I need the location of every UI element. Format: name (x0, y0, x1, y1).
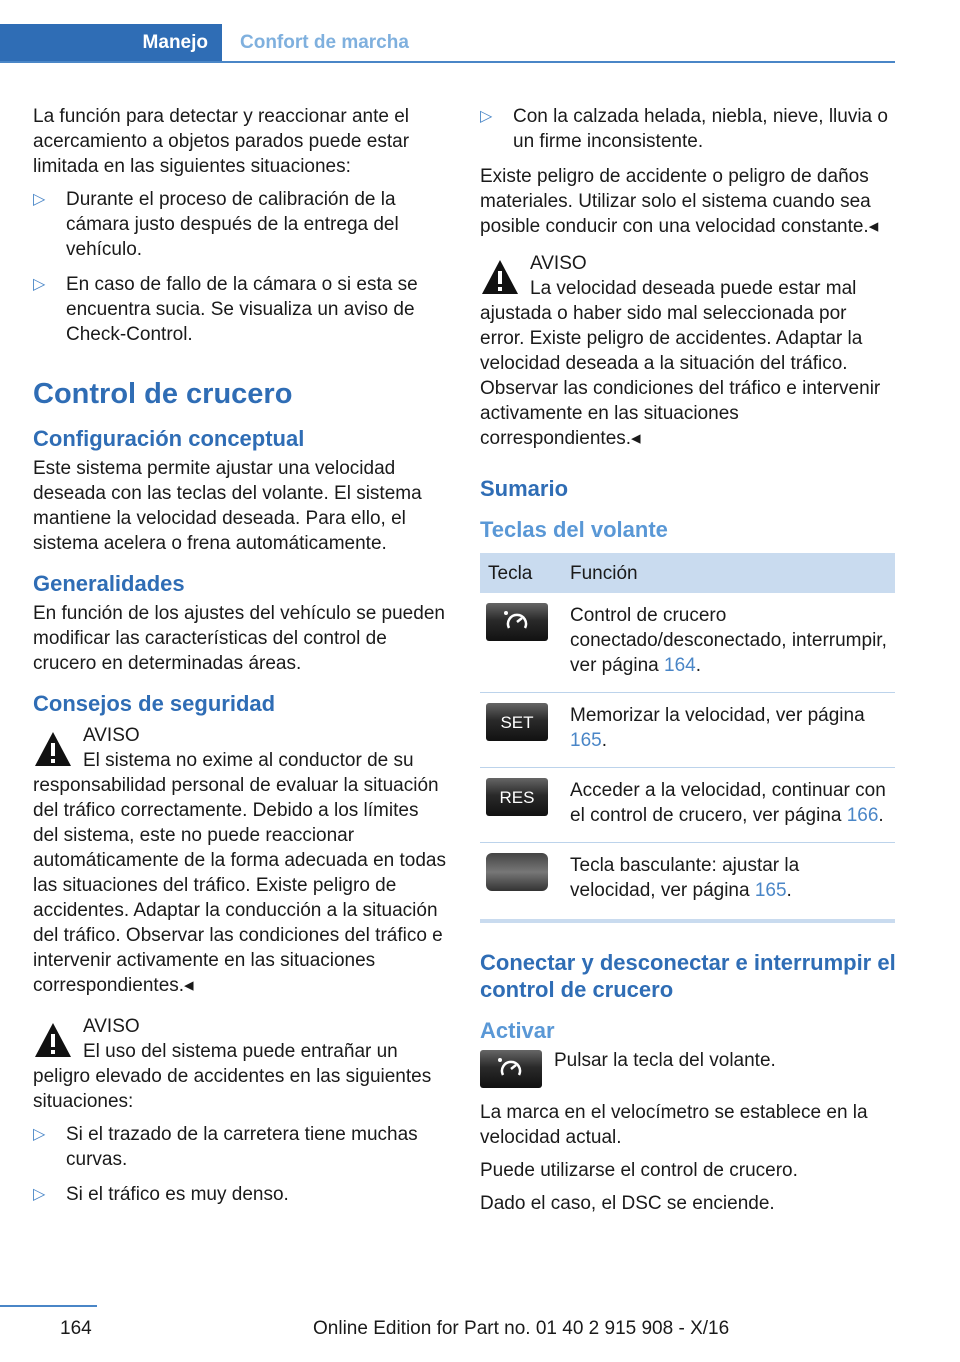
bullet-triangle-icon: ▷ (33, 1126, 46, 1143)
heading-teclas: Teclas del volante (480, 517, 668, 542)
warning-text: El uso del sistema puede entrañar un peligro elevado de accidentes en las siguientes situaciones: (33, 1041, 432, 1112)
heading-activar: Activar (480, 1018, 555, 1043)
punctuation: . (878, 805, 884, 826)
cruise-control-button-icon (486, 603, 548, 641)
warning-triangle-icon (33, 729, 73, 769)
page-number: 164 (60, 1318, 92, 1339)
table-row (480, 593, 895, 693)
risk-list-continued (480, 104, 896, 154)
function-text: Control de crucero conectado/desconectado, interrumpir, ver página (570, 605, 887, 676)
table-cell-function (562, 768, 895, 843)
warning-title: AVISO (83, 1016, 140, 1037)
cruise-control-button-icon (480, 1050, 542, 1088)
warning-title: AVISO (530, 253, 587, 274)
section-title: Control de crucero (33, 378, 293, 410)
keys-table (480, 553, 895, 917)
function-text: Tecla basculante: ajustar la velocidad, ver página (570, 855, 800, 901)
table-row (480, 693, 895, 768)
table-cell-key (480, 593, 562, 693)
rocker-switch-icon (486, 853, 548, 891)
key-label: RES (499, 787, 535, 807)
warning-block (480, 251, 896, 451)
heading-sumario: Sumario (480, 476, 569, 501)
heading-consejos: Consejos de seguridad (33, 691, 276, 716)
warning-block (33, 723, 449, 998)
list-item (33, 1182, 449, 1207)
table-row (480, 768, 895, 843)
paragraph-marca: La marca en el velocímetro se establece en la velocidad actual. (480, 1102, 868, 1148)
warning-block (33, 1014, 449, 1114)
table-header-tecla: Tecla (480, 553, 562, 593)
tab-manejo[interactable] (0, 24, 222, 62)
key-label: SET (500, 712, 534, 732)
heading-conectar: Conectar y desconectar e interrumpir el control de crucero (480, 950, 896, 1002)
right-column (480, 104, 896, 1224)
limitations-list (33, 187, 449, 347)
tab-manejo-label: Manejo (142, 32, 208, 53)
table-row (480, 843, 895, 918)
page-link[interactable]: 164 (664, 655, 696, 676)
punctuation: . (695, 655, 701, 676)
warning-triangle-icon (480, 257, 520, 297)
list-item (33, 272, 449, 347)
tab-confort-de-marcha[interactable]: Confort de marcha (240, 32, 409, 53)
function-text: Acceder a la velocidad, continuar con el control de crucero, ver página (570, 780, 886, 826)
bullet-triangle-icon: ▷ (33, 191, 46, 208)
paragraph-puede: Puede utilizarse el control de crucero. (480, 1160, 798, 1181)
general-paragraph: En función de los ajustes del vehículo se pueden modificar las características del control de crucero en determinadas áreas. (33, 603, 445, 674)
warning-triangle-icon (33, 1020, 73, 1060)
list-item-text: Si el tráfico es muy denso. (66, 1184, 289, 1205)
list-item (33, 187, 449, 262)
config-paragraph: Este sistema permite ajustar una velocidad deseada con las teclas del volante. El sistema mantiene la velocidad deseada. Para ello, el sistema acelera o frena automáticamente. (33, 458, 422, 554)
table-cell-key (480, 843, 562, 918)
warning-text: La velocidad deseada puede estar mal ajustada o haber sido mal seleccionada por error. Existe peligro de accidentes. Adaptar la velocidad deseada a la situación del tráfico. Observar las condiciones del tráfico e intervenir activamente en las situaciones correspondientes.◂ (480, 278, 881, 449)
bullet-triangle-icon: ▷ (480, 108, 493, 125)
footer-divider (0, 1305, 97, 1307)
warning-text: El sistema no exime al conductor de su responsabilidad personal de evaluar la situación del tráfico correctamente. Debido a los límites del sistema, este no puede reaccionar automáticamente de la forma adecuada en todas las situaciones del tráfico. Existe peligro de accidentes. Adaptar la conducción a la situación del tráfico. Observar las condiciones del tráfico e intervenir activamente en las situaciones correspondientes.◂ (33, 750, 446, 996)
set-button-icon (486, 703, 548, 741)
table-cell-key (480, 693, 562, 768)
list-item (480, 104, 896, 154)
left-column (33, 104, 449, 1217)
risk-list (33, 1122, 449, 1207)
table-header-funcion: Función (562, 553, 895, 593)
heading-configuracion: Configuración conceptual (33, 426, 305, 451)
list-item (33, 1122, 449, 1172)
intro-paragraph: La función para detectar y reaccionar ante el acercamiento a objetos parados puede estar limitada en las siguientes situaciones: (33, 106, 410, 177)
warning-title: AVISO (83, 725, 140, 746)
table-cell-function (562, 693, 895, 768)
activar-step (480, 1048, 896, 1090)
punctuation: . (786, 880, 792, 901)
page-link[interactable]: 166 (846, 805, 879, 826)
res-button-icon (486, 778, 548, 816)
list-item-text: Con la calzada helada, niebla, nieve, lluvia o un firme inconsistente. (513, 106, 888, 152)
table-cell-function (562, 593, 895, 693)
list-item-text: Durante el proceso de calibración de la cámara justo después de la entrega del vehículo. (66, 189, 399, 260)
function-text: Memorizar la velocidad, ver página (570, 705, 865, 726)
table-cell-function (562, 843, 895, 918)
table-bottom-rule (480, 919, 895, 923)
paragraph-dsc: Dado el caso, el DSC se enciende. (480, 1193, 775, 1214)
table-header-row (480, 553, 895, 593)
header-divider (0, 61, 895, 63)
edition-footer: Online Edition for Part no. 01 40 2 915 908 - X/16 (313, 1318, 730, 1339)
bullet-triangle-icon: ▷ (33, 1186, 46, 1203)
activar-text: Pulsar la tecla del volante. (554, 1050, 776, 1071)
danger-paragraph: Existe peligro de accidente o peligro de daños materiales. Utilizar solo el sistema cuando sea posible conducir con una velocidad constante.◂ (480, 166, 879, 237)
bullet-triangle-icon: ▷ (33, 276, 46, 293)
list-item-text: Si el trazado de la carretera tiene muchas curvas. (66, 1124, 418, 1170)
heading-generalidades: Generalidades (33, 571, 185, 596)
page-link[interactable]: 165 (570, 730, 602, 751)
page-link[interactable]: 165 (754, 880, 787, 901)
table-cell-key (480, 768, 562, 843)
punctuation: . (601, 730, 607, 751)
list-item-text: En caso de fallo de la cámara o si esta se encuentra sucia. Se visualiza un aviso de Check-Control. (66, 274, 418, 345)
